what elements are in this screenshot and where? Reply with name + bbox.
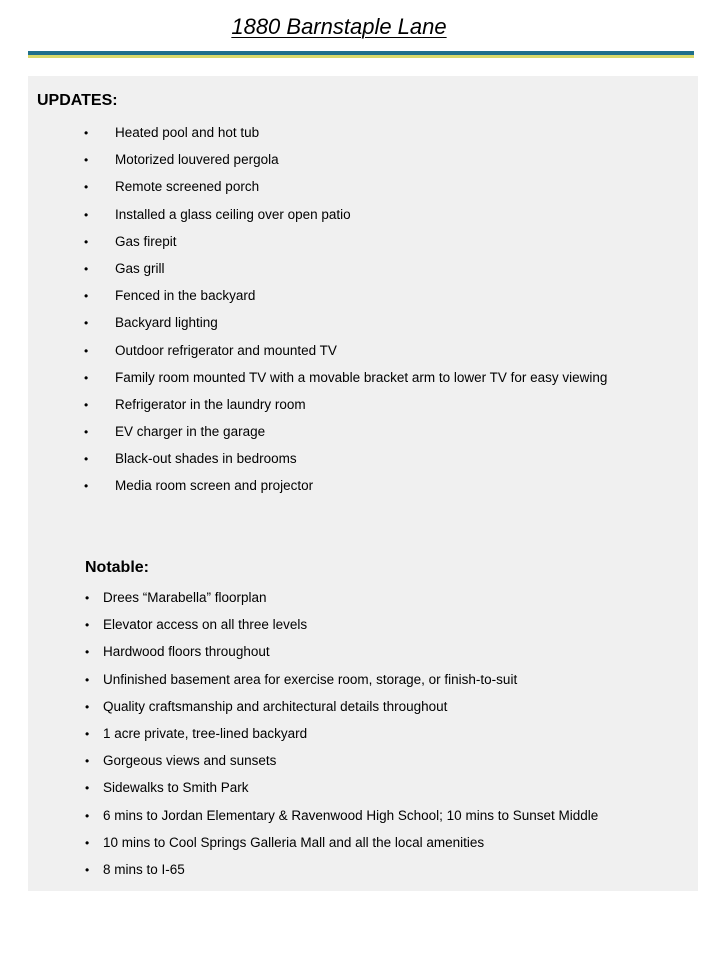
bullet-icon: • (84, 452, 89, 467)
bullet-icon: • (84, 261, 89, 276)
bullet-icon: • (84, 397, 89, 412)
bullet-icon: • (85, 808, 90, 823)
notable-item-text: 8 mins to I-65 (103, 861, 185, 877)
updates-item-text: Motorized louvered pergola (115, 152, 279, 168)
bullet-icon: • (85, 754, 90, 769)
notable-item-text: Sidewalks to Smith Park (103, 780, 249, 796)
bullet-icon: • (84, 316, 89, 331)
notable-item-text: Unfinished basement area for exercise room, storage, or finish-to-suit (103, 671, 518, 687)
bullet-icon: • (84, 126, 89, 140)
bullet-icon: • (84, 370, 89, 385)
updates-heading: UPDATES: (37, 92, 118, 109)
bullet-icon: • (85, 699, 90, 714)
updates-item-text: Gas firepit (115, 233, 177, 249)
bullet-icon: • (84, 207, 89, 222)
bullet-icon: • (84, 234, 89, 249)
updates-item-text: Black-out shades in bedrooms (115, 451, 297, 467)
bullet-icon: • (84, 153, 89, 168)
bullet-icon: • (84, 425, 89, 440)
bullet-icon: • (85, 672, 90, 687)
bullet-icon: • (85, 618, 90, 633)
notable-item-text: Hardwood floors throughout (103, 644, 270, 660)
notable-heading: Notable: (85, 559, 149, 576)
bullet-icon: • (85, 862, 90, 877)
bullet-icon: • (84, 289, 89, 304)
bullet-icon: • (85, 726, 90, 741)
notable-item-text: Drees “Marabella” floorplan (103, 590, 267, 605)
updates-item-text: EV charger in the garage (115, 424, 266, 440)
updates-item-text: Family room mounted TV with a movable bracket arm to lower TV for easy viewing (115, 369, 608, 385)
bullet-icon: • (85, 645, 90, 660)
notable-item-text: 10 mins to Cool Springs Galleria Mall and all the local amenities (103, 834, 485, 850)
updates-item-text: Gas grill (115, 260, 165, 276)
updates-item-text: Refrigerator in the laundry room (115, 396, 306, 412)
updates-item-text: Backyard lighting (115, 315, 218, 331)
bullet-icon: • (85, 781, 90, 796)
updates-item-text: Media room screen and projector (115, 478, 314, 494)
notable-item-text: 1 acre private, tree-lined backyard (103, 725, 308, 741)
bullet-icon: • (84, 180, 89, 195)
updates-item-text: Outdoor refrigerator and mounted TV (115, 342, 337, 358)
bullet-icon: • (85, 835, 90, 850)
page-title: 1880 Barnstaple Lane (231, 14, 447, 39)
updates-item-text: Remote screened porch (115, 179, 260, 195)
notable-item-text: Elevator access on all three levels (103, 617, 308, 633)
updates-item-text: Fenced in the backyard (115, 288, 256, 304)
bullet-icon: • (84, 479, 89, 494)
bullet-icon: • (84, 343, 89, 358)
notable-item-text: 6 mins to Jordan Elementary & Ravenwood High School; 10 mins to Sunset Middle (103, 807, 599, 823)
updates-item-text: Heated pool and hot tub (115, 125, 260, 140)
notable-item-text: Gorgeous views and sunsets (103, 753, 277, 769)
updates-item-text: Installed a glass ceiling over open patio (115, 206, 351, 222)
title-divider-light (28, 55, 694, 58)
notable-item-text: Quality craftsmanship and architectural details throughout (103, 698, 448, 714)
bullet-icon: • (85, 591, 90, 605)
